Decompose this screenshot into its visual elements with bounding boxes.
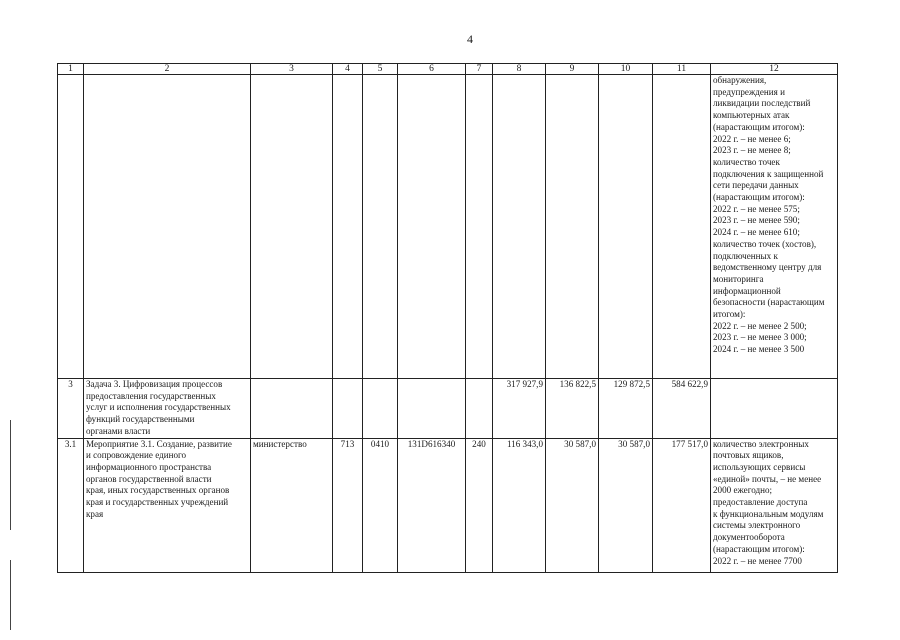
row-result xyxy=(711,379,838,439)
column-header: 3 xyxy=(251,64,333,75)
row-name: Мероприятие 3.1. Создание, развитие и сопровождение единого информационного пространства органов государственной власти края, иных государственных органов края и государственных учреждений края xyxy=(84,438,251,572)
row-value-col11 xyxy=(653,75,711,379)
column-header: 9 xyxy=(546,64,599,75)
row-number xyxy=(58,75,84,379)
row-result: количество электронных почтовых ящиков, использующих сервисы «единой» почты, – не менее 2000 ежегодно; предоставление доступа к функциональным модулям системы электронного документооборота (нарастающим итогом): 2022 г. – не менее 7700 xyxy=(711,438,838,572)
table-row xyxy=(58,75,838,379)
row-value-col9: 136 822,5 xyxy=(546,379,599,439)
row-executor xyxy=(251,379,333,439)
row-code-csr: 131D616340 xyxy=(398,438,466,572)
row-number: 3.1 xyxy=(58,438,84,572)
column-header: 6 xyxy=(398,64,466,75)
column-header: 8 xyxy=(493,64,546,75)
row-result: обнаружения, предупреждения и ликвидации последствий компьютерных атак (нарастающим итогом): 2022 г. – не менее 6; 2023 г. – не менее 8; количество точек подключения к защищенной сети передачи данных (нарастающим итогом): 2022 г. – не менее 575; 2023 г. – не менее 590; 2024 г. – не менее 610; количество точек (хостов), подключенных к ведомственному центру для мониторинга информационной безопасности (нарастающим итогом): 2022 г. – не менее 2 500; 2023 г. – не менее 3 000; 2024 г. – не менее 3 500 xyxy=(711,75,838,379)
budget-table xyxy=(57,63,838,573)
row-value-col8: 317 927,9 xyxy=(493,379,546,439)
table-row xyxy=(58,379,838,439)
column-header: 5 xyxy=(363,64,398,75)
column-header: 4 xyxy=(333,64,363,75)
column-header: 11 xyxy=(653,64,711,75)
column-header: 10 xyxy=(599,64,653,75)
row-value-col11: 177 517,0 xyxy=(653,438,711,572)
row-code-rzpr xyxy=(363,379,398,439)
row-executor xyxy=(251,75,333,379)
column-header: 2 xyxy=(84,64,251,75)
row-code-csr xyxy=(398,379,466,439)
row-code-vr xyxy=(466,75,493,379)
page-number: 4 xyxy=(467,32,473,46)
column-header: 12 xyxy=(711,64,838,75)
row-name xyxy=(84,75,251,379)
row-value-col10 xyxy=(599,75,653,379)
scan-margin-line xyxy=(10,420,11,530)
row-value-col8: 116 343,0 xyxy=(493,438,546,572)
row-code-grbs xyxy=(333,379,363,439)
row-code-vr xyxy=(466,379,493,439)
row-value-col9: 30 587,0 xyxy=(546,438,599,572)
column-header: 7 xyxy=(466,64,493,75)
row-code-rzpr xyxy=(363,75,398,379)
row-code-csr xyxy=(398,75,466,379)
row-number: 3 xyxy=(58,379,84,439)
row-code-grbs: 713 xyxy=(333,438,363,572)
row-value-col9 xyxy=(546,75,599,379)
column-header: 1 xyxy=(58,64,84,75)
row-name: Задача 3. Цифровизация процессов предоставления государственных услуг и исполнения государственных функций государственными органами власти xyxy=(84,379,251,439)
scan-margin-line xyxy=(10,560,11,630)
row-code-vr: 240 xyxy=(466,438,493,572)
row-code-grbs xyxy=(333,75,363,379)
row-value-col10: 129 872,5 xyxy=(599,379,653,439)
row-executor: министерство xyxy=(251,438,333,572)
row-value-col8 xyxy=(493,75,546,379)
column-number-row xyxy=(58,64,838,75)
row-value-col11: 584 622,9 xyxy=(653,379,711,439)
table-row xyxy=(58,438,838,572)
row-value-col10: 30 587,0 xyxy=(599,438,653,572)
row-code-rzpr: 0410 xyxy=(363,438,398,572)
